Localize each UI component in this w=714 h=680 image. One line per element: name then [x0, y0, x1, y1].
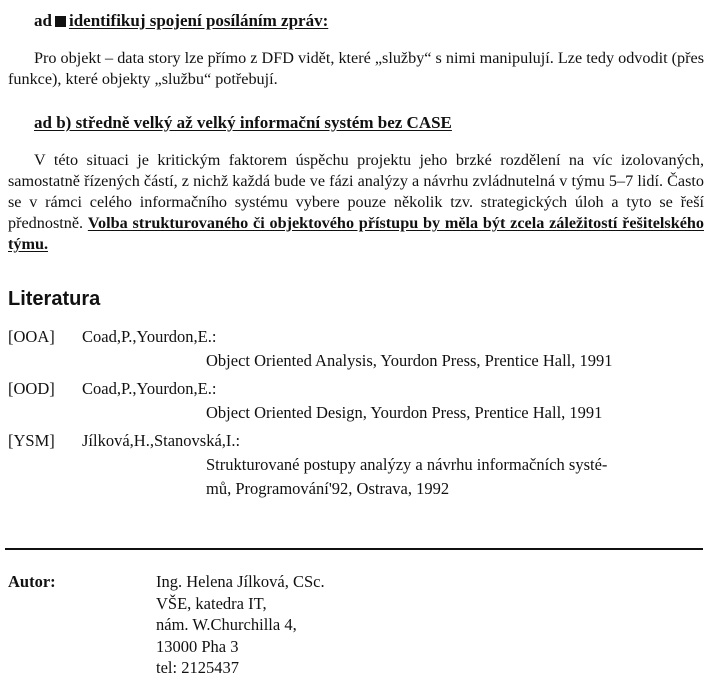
reference-title-continued: mů, Programování'92, Ostrava, 1992: [206, 479, 450, 498]
section-a-paragraph: [8, 48, 704, 90]
reference-authors: Coad,P.,Yourdon,E.:: [82, 379, 217, 398]
reference-item: [8, 377, 708, 427]
reference-item: [8, 429, 708, 505]
section-a-heading: [34, 11, 328, 31]
black-square-icon: [55, 16, 66, 27]
reference-item: [8, 325, 708, 375]
author-city: 13000 Pha 3: [156, 636, 239, 656]
reference-list: [8, 325, 708, 505]
author-institution: VŠE, katedra IT,: [156, 593, 267, 613]
reference-title: Object Oriented Analysis, Yourdon Press, Prentice Hall, 1991: [206, 351, 613, 370]
section-a-heading-title: identifikuj spojení posíláním zpráv:: [68, 11, 329, 30]
section-b-paragraph: [8, 150, 704, 255]
reference-authors: Jílková,H.,Stanovská,I.:: [82, 431, 241, 450]
section-b-heading: [34, 113, 452, 133]
author-street: nám. W.Churchilla 4,: [156, 615, 297, 634]
divider: [5, 548, 703, 550]
author-name: Ing. Helena Jílková, CSc.: [156, 572, 325, 591]
reference-key: [OOD]: [8, 379, 55, 398]
reference-authors: Coad,P.,Yourdon,E.:: [82, 327, 217, 346]
reference-title: Strukturované postupy analýzy a návrhu informačních systé-: [206, 455, 608, 474]
section-a-paragraph-text: Pro objekt – data story lze přímo z DFD vidět, které „služby“ s nimi manipulují. Lze tedy odvodit (přes funkce), které objekty „službu“ potřebují.: [8, 49, 704, 88]
section-b-heading-title: ad b) středně velký až velký informační systém bez CASE: [34, 113, 452, 132]
section-a-heading-prefix: ad: [34, 11, 52, 30]
reference-title: Object Oriented Design, Yourdon Press, Prentice Hall, 1991: [206, 403, 603, 422]
author-label: Autor:: [8, 572, 56, 591]
reference-key: [YSM]: [8, 431, 55, 450]
section-b-emphasis: Volba strukturovaného či objektového přístupu by měla být zcela záležitostí řešitelského týmu.: [8, 214, 704, 253]
section-b-paragraph-text: V této situaci je kritickým faktorem úspěchu projektu jeho brzké rozdělení na víc izolovaných, samostatně řízených částí, z nichž každá bude ve fázi analýzy a návrhu zvládnutelná v týmu 5–7 lidí. Často se v rámci celého informačního systému vybere pouze několik tzv. strategických úloh a tyto se řeší přednostně.: [8, 151, 704, 232]
author-phone: tel: 2125437: [156, 658, 239, 677]
reference-key: [OOA]: [8, 327, 55, 346]
literature-title: Literatura: [8, 288, 101, 310]
author-address: [156, 571, 325, 679]
